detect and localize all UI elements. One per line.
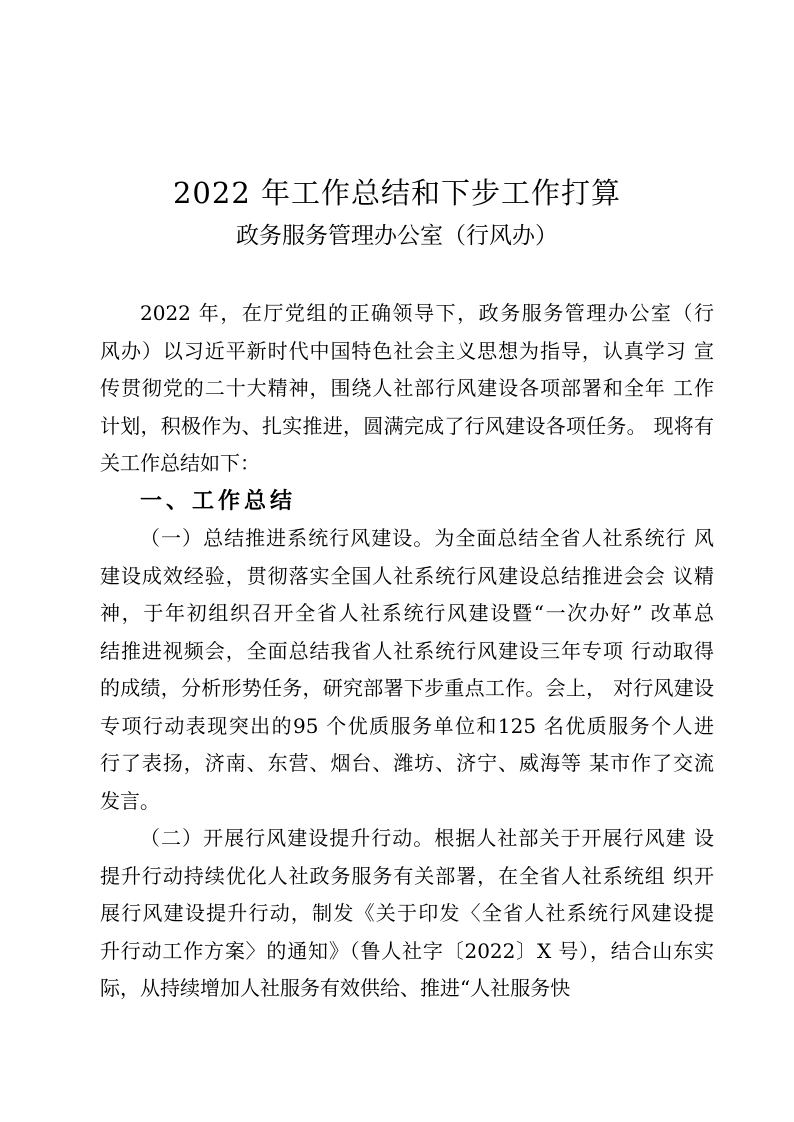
document-subtitle: 政务服务管理办公室（行风办） [236, 223, 558, 249]
text-line: 专项行动表现突出的95 个优质服务单位和125 名优质服务个人进 [100, 713, 714, 738]
text-line: 神，于年初组织召开全省人社系统行风建设暨“一次办好” 改革总 [100, 601, 714, 625]
text-line: （一）总结推进系统行风建设。为全面总结全省人社系统行 风 [140, 526, 714, 550]
text-line: 发言。 [100, 788, 160, 813]
text-line: 关工作总结如下： [100, 451, 260, 475]
text-line: 展行风建设提升行动，制发《关于印发〈全省人社系统行风建设提 [100, 901, 714, 925]
text-line: 计划，积极作为、扎实推进，圆满完成了行风建设各项任务。 现将有 [100, 413, 714, 438]
text-line: 2022 年，在厅党组的正确领导下，政务服务管理办公室（行 [140, 301, 714, 325]
text-line: 际，从持续增加人社服务有效供给、推进“人社服务快 [100, 976, 571, 1000]
text-line: 的成绩，分析形势任务，研究部署下步重点工作。会上， 对行风建设 [100, 676, 714, 700]
text-line: 风办）以习近平新时代中国特色社会主义思想为指导，认真学习 宣 [100, 338, 714, 363]
document-title: 2022 年工作总结和下步工作打算 [172, 176, 622, 210]
text-line: 升行动工作方案〉的通知》（鲁人社字〔2022〕X 号），结合山东实 [100, 938, 714, 963]
text-line: 行了表扬，济南、东营、烟台、潍坊、济宁、威海等 某市作了交流 [100, 751, 714, 775]
section-heading: 一、工作总结 [140, 488, 297, 514]
text-line: 结推进视频会，全面总结我省人社系统行风建设三年专项 行动取得 [100, 638, 714, 663]
document-body [100, 295, 714, 1008]
text-line: （二）开展行风建设提升行动。根据人社部关于开展行风建 设 [140, 826, 714, 850]
paragraph [100, 295, 714, 483]
paragraph [100, 520, 714, 820]
text-line: 提升行动持续优化人社政务服务有关部署，在全省人社系统组 织开 [100, 863, 714, 888]
paragraph [100, 820, 714, 1008]
text-line: 建设成效经验，贯彻落实全国人社系统行风建设总结推进会会 议精 [100, 563, 714, 588]
text-line: 传贯彻党的二十大精神，围绕人社部行风建设各项部署和全年 工作 [100, 376, 714, 400]
